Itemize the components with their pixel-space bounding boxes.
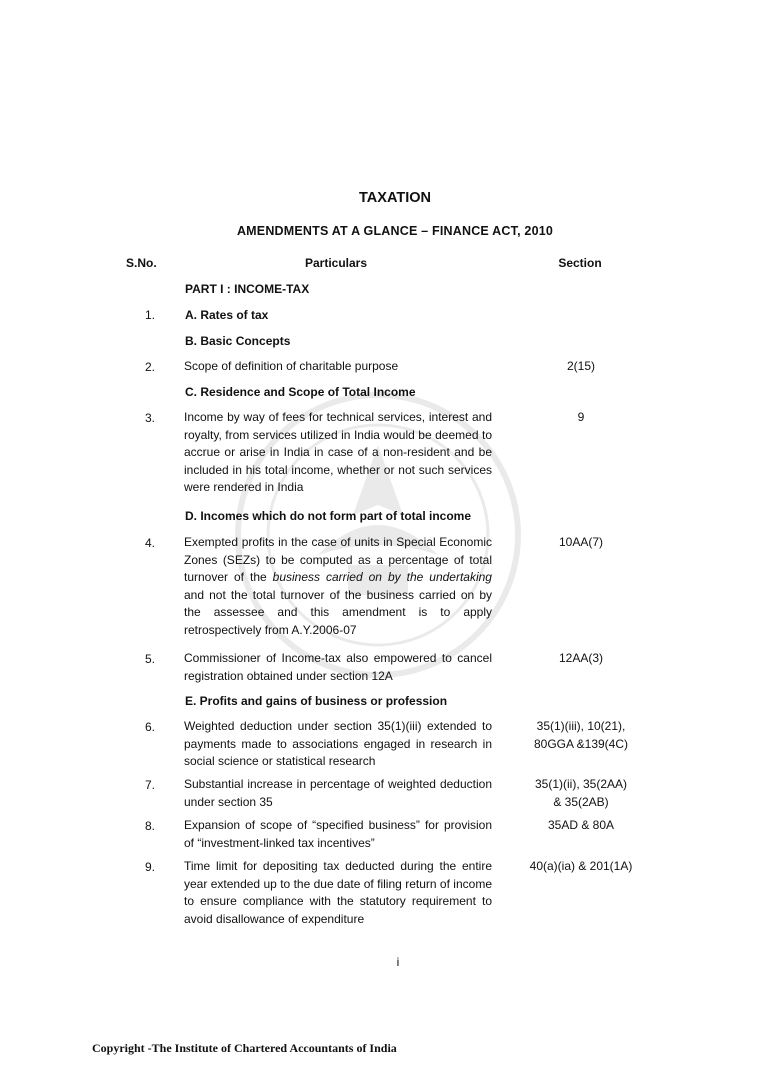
row-section: 12AA(3) xyxy=(558,651,604,665)
row-particulars: Commissioner of Income-tax also empowered to cancel registration obtained under section 12A xyxy=(184,651,492,683)
heading-profits-business: E. Profits and gains of business or profession xyxy=(185,694,448,708)
row-sno: 6. xyxy=(144,720,155,734)
row-sno: 7. xyxy=(144,778,155,792)
row-sno: 1. xyxy=(144,308,155,322)
heading-residence-scope: C. Residence and Scope of Total Income xyxy=(185,385,416,399)
row-particulars: Time limit for depositing tax deducted during the entire year extended up to the due date of filing return of income to ensure compliance with the statutory requirement to avoid disallowance of expenditure xyxy=(184,859,492,926)
heading-rates-of-tax: A. Rates of tax xyxy=(185,308,269,322)
row-section-line: & 35(2AB) xyxy=(553,794,609,809)
row-section: 35AD & 80A xyxy=(547,818,615,832)
document-subtitle: AMENDMENTS AT A GLANCE – FINANCE ACT, 2010 xyxy=(236,224,554,238)
row-particulars: Scope of definition of charitable purpose xyxy=(184,359,399,373)
row-particulars: Substantial increase in percentage of weighted deduction under section 35 xyxy=(184,777,492,809)
column-header-particulars: Particulars xyxy=(304,256,368,270)
row-text-part: and not the total turnover of the business carried on by the assessee and this amendment is to apply retrospectively from A.Y.2006-07 xyxy=(184,587,492,637)
column-header-sno: S.No. xyxy=(126,256,157,270)
row-section: 2(15) xyxy=(566,359,595,373)
column-header-section: Section xyxy=(558,256,602,270)
row-sno: 5. xyxy=(144,652,155,666)
copyright-footer: Copyright -The Institute of Chartered Accountants of India xyxy=(92,1041,397,1055)
row-section: 40(a)(ia) & 201(1A) xyxy=(529,859,633,873)
row-section-line: 35(1)(ii), 35(2AA) xyxy=(534,777,628,791)
row-sno: 9. xyxy=(144,860,155,874)
row-section xyxy=(510,776,652,811)
row-sno: 2. xyxy=(144,360,155,374)
row-sno: 8. xyxy=(144,819,155,833)
row-section xyxy=(510,718,652,753)
heading-basic-concepts: B. Basic Concepts xyxy=(185,334,291,348)
row-particulars: Income by way of fees for technical services, interest and royalty, from services utilized in India would be deemed to accrue or arise in India in case of a non-resident and be included in his total income, whether or not such services were rendered in India xyxy=(184,410,492,494)
heading-exempt-incomes: D. Incomes which do not form part of total income xyxy=(185,509,472,523)
row-particulars: Weighted deduction under section 35(1)(iii) extended to payments made to associations engaged in research in social science or statistical research xyxy=(184,719,492,768)
row-section-line: 80GGA &139(4C) xyxy=(533,736,629,751)
row-sno: 3. xyxy=(144,411,155,425)
row-text-part: Exempted profits in the case of units in Special Economic Zones (SEZs) to be computed as a percentage of total turnover of the xyxy=(184,535,492,584)
page-number: i xyxy=(396,955,400,969)
row-particulars: Expansion of scope of “specified business” for provision of “investment-linked tax incentives” xyxy=(184,818,492,850)
row-section-line: 35(1)(iii), 10(21), xyxy=(536,719,626,733)
row-text-italic: business carried on by the undertaking xyxy=(272,570,492,584)
part-heading: PART I : INCOME-TAX xyxy=(185,282,310,296)
row-section: 10AA(7) xyxy=(558,535,604,549)
row-section: 9 xyxy=(577,410,585,424)
row-particulars xyxy=(184,534,492,639)
row-sno: 4. xyxy=(144,536,155,550)
document-title: TAXATION xyxy=(359,190,431,206)
